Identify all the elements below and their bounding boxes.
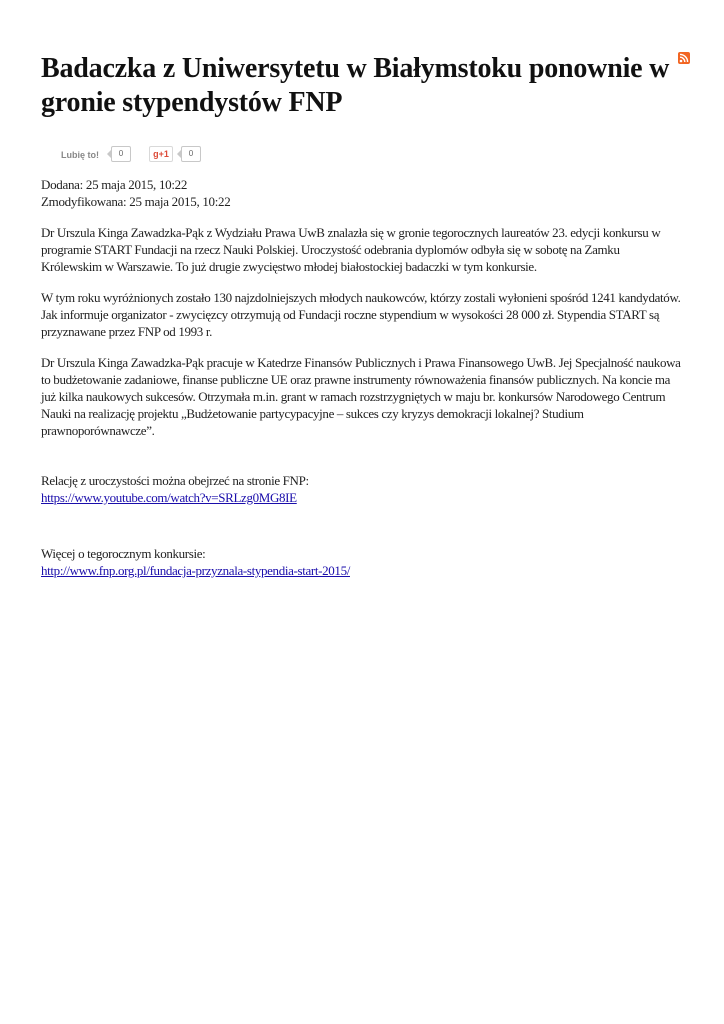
ceremony-link[interactable]: https://www.youtube.com/watch?v=SRLzg0MG8IE — [41, 490, 297, 505]
gplus-button[interactable] — [149, 146, 173, 162]
article — [41, 52, 681, 579]
paragraph-2: W tym roku wyróżnionych zostało 130 najzdolniejszych młodych naukowców, którzy zostali wyłonieni spośród 1241 kandydatów. Jak informuje organizator - zwycięzcy otrzymują od Fundacji roczne stypendium w wysokości 28 000 zł. Stypendia START są przyznawane przez FNP od 1993 r. — [41, 290, 681, 339]
more-text: Więcej o tegorocznym konkursie: — [41, 546, 206, 561]
modified-date: Zmodyfikowana: 25 maja 2015, 10:22 — [41, 194, 231, 209]
paragraph-3: Dr Urszula Kinga Zawadzka-Pąk pracuje w Katedrze Finansów Publicznych i Prawa Finansowego UwB. Jej Specjalność naukowa to budżetowanie zadaniowe, finanse publiczne UE oraz prawne instrumenty równoważenia finansów publicznych. Na koncie ma już kilka naukowych sukcesów. Otrzymała m.in. grant w ramach rozstrzygniętych w maju br. konkursów Narodowego Centrum Nauki na realizację projektu „Budżetowanie partycypacyjne – sukces czy kryzys demokracji lokalnej? Studium prawnoporównawcze”. — [41, 355, 681, 438]
paragraph-1: Dr Urszula Kinga Zawadzka-Pąk z Wydziału Prawa UwB znalazła się w gronie tegorocznych laureatów 23. edycji konkursu w programie START Fundacji na rzecz Nauki Polskiej. Uroczystość odebrania dyplomów odbyła się w sobotę na Zamku Królewskim w Warszawie. To już drugie zwycięstwo młodej białostockiej badaczki w tym konkursie. — [41, 225, 661, 274]
article-meta — [41, 176, 681, 210]
gplus-count: 0 — [181, 146, 201, 162]
more-link[interactable]: http://www.fnp.org.pl/fundacja-przyznala-stypendia-start-2015/ — [41, 563, 350, 578]
ceremony-section — [41, 472, 681, 506]
gplus-icon: g — [153, 149, 159, 159]
article-title: Badaczka z Uniwersytetu w Białymstoku ponownie w gronie stypendystów FNP — [41, 53, 670, 118]
gplus-label: +1 — [158, 149, 169, 159]
more-section — [41, 545, 681, 579]
social-buttons — [41, 146, 681, 166]
like-count: 0 — [111, 146, 131, 162]
ceremony-text: Relację z uroczystości można obejrzeć na stronie FNP: — [41, 473, 309, 488]
like-button[interactable]: Lubię to! — [61, 150, 99, 160]
added-date: Dodana: 25 maja 2015, 10:22 — [41, 177, 188, 192]
